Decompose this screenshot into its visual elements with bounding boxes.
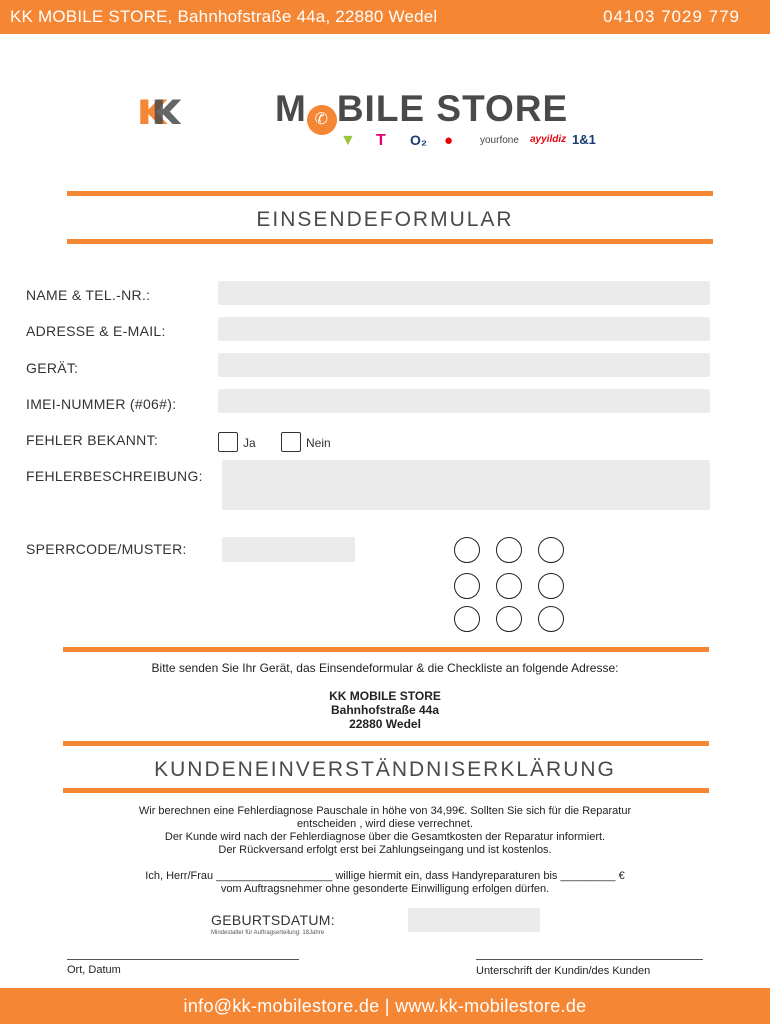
error-description-field[interactable] (222, 460, 710, 510)
store-phone: 04103 7029 779 (603, 7, 740, 26)
shipping-address-name: KK MOBILE STORE (329, 689, 441, 703)
error-known-label: FEHLER BEKANNT: (26, 432, 159, 448)
divider (63, 788, 709, 793)
device-label: GERÄT: (26, 360, 79, 376)
carrier-logo-o2: O₂ (410, 132, 428, 148)
pattern-dot[interactable] (454, 606, 480, 632)
store-address: KK MOBILE STORE, Bahnhofstraße 44a, 22880 Wedel (10, 7, 438, 26)
header-bar (0, 0, 770, 34)
imei-label: IMEI-NUMMER (#06#): (26, 396, 177, 412)
signature-label: Unterschrift der Kundin/des Kunden (476, 965, 651, 977)
address-email-field[interactable] (218, 317, 710, 341)
name-tel-field[interactable] (218, 281, 710, 305)
divider (63, 647, 709, 652)
kk-logo-icon (138, 60, 288, 165)
divider (67, 239, 713, 244)
error-known-no-checkbox[interactable] (281, 432, 301, 452)
error-description-label: FEHLERBESCHREIBUNG: (26, 468, 203, 484)
shipping-instruction: Bitte senden Sie Ihr Gerät, das Einsendeformular & die Checkliste an folgende Adresse: (151, 661, 619, 675)
pattern-dot[interactable] (454, 573, 480, 599)
pattern-dot[interactable] (496, 537, 522, 563)
lock-code-label: SPERRCODE/MUSTER: (26, 541, 187, 557)
birthdate-field[interactable] (408, 908, 540, 932)
error-known-yes-checkbox[interactable] (218, 432, 238, 452)
carrier-logo-1und1: 1&1 (572, 132, 596, 147)
birthdate-note: Mindestalter für Auftragserteilung: 18Jahre (211, 930, 325, 936)
declaration-text: Wir berechnen eine Fehlerdiagnose Pauschale in höhe von 34,99€. Sollten Sie sich für die Reparatur entscheiden , wird diese verrechnet. Der Kunde wird nach der Fehlerdiagnose über die Gesamtkosten der Reparatur informiert. Der Rückversand erfolgt erst bei Zahlungseingang und ist kostenlos. Ich, Herr/Frau ___________________ willige hiermit ein, dass Handyreparaturen bis _________ € vom Auftragsnehmer ohne gesonderte Einwilligung erfolgen dürfen. (138, 805, 632, 895)
pattern-dot[interactable] (496, 573, 522, 599)
carrier-logo-yourfone: yourfone (480, 135, 519, 146)
birthdate-label: GEBURTSDATUM: (211, 912, 335, 928)
shipping-address-street: Bahnhofstraße 44a (330, 703, 440, 717)
carrier-logo-ayyildiz: ayyildiz (530, 134, 567, 145)
carrier-logos (340, 132, 610, 154)
footer-bar (0, 988, 770, 1024)
form-title: EINSENDEFORMULAR (256, 208, 514, 231)
carrier-logo-vodafone-icon: ● (444, 132, 454, 149)
pattern-dot[interactable] (538, 537, 564, 563)
pattern-dot[interactable] (496, 606, 522, 632)
imei-field[interactable] (218, 389, 710, 413)
logo-wordmark: M ✆ BILE STORE (275, 88, 568, 135)
divider (67, 191, 713, 196)
place-date-label: Ort, Datum (67, 964, 121, 976)
carrier-logo-triangle-icon: ▼ (340, 132, 356, 149)
pattern-dot[interactable] (538, 606, 564, 632)
shipping-address-city: 22880 Wedel (349, 717, 421, 731)
name-tel-label: NAME & TEL.-NR.: (26, 287, 151, 303)
address-email-label: ADRESSE & E-MAIL: (26, 323, 166, 339)
error-known-no-label: Nein (306, 436, 331, 450)
lock-code-field[interactable] (222, 537, 355, 562)
pattern-dot[interactable] (538, 573, 564, 599)
carrier-logo-telekom: T (376, 132, 386, 149)
error-known-yes-label: Ja (243, 436, 256, 450)
pattern-dot[interactable] (454, 537, 480, 563)
divider (63, 741, 709, 746)
phone-o-icon: ✆ (307, 105, 337, 135)
declaration-title: KUNDENEINVERSTÄNDNISERKLÄRUNG (154, 758, 616, 781)
device-field[interactable] (218, 353, 710, 377)
place-date-line (67, 959, 299, 960)
signature-line (476, 959, 703, 960)
footer-contact: info@kk-mobilestore.de | www.kk-mobilestore.de (183, 996, 587, 1016)
